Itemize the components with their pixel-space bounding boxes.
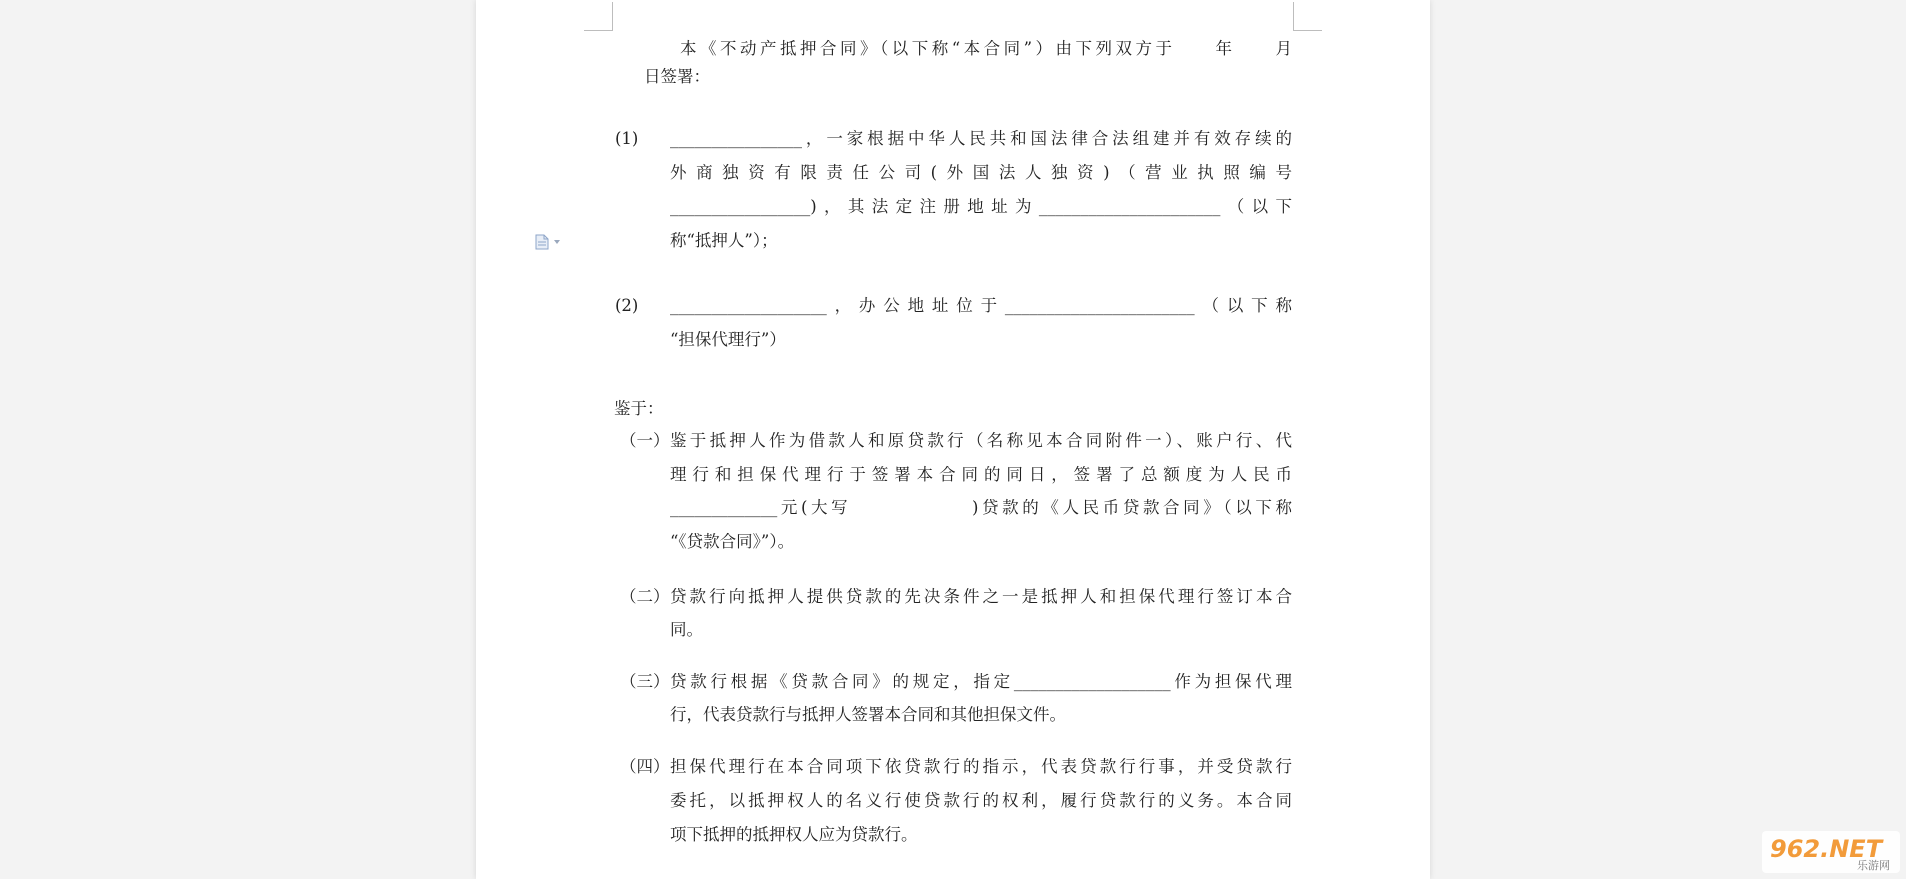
intro-line-2: 日签署： xyxy=(644,67,710,86)
whereas-item-line: _____________元(大写 )贷款的《人民币贷款合同》（以下称 xyxy=(670,498,1292,517)
whereas-item-line: 鉴于抵押人作为借款人和原贷款行（名称见本合同附件一）、账户行、代 xyxy=(670,431,1292,450)
whereas-item-line: 担保代理行在本合同项下依贷款行的指示，代表贷款行行事，并受贷款行 xyxy=(670,757,1292,776)
whereas-item-number: （一） xyxy=(620,431,670,450)
watermark-sub: 乐游网 xyxy=(1857,859,1890,872)
site-watermark-logo xyxy=(1762,831,1900,873)
crop-mark-top-left xyxy=(584,2,613,31)
party-2-line: ___________________，办公地址位于_______________________（以下称 xyxy=(670,296,1292,315)
party-2-line: “担保代理行”） xyxy=(670,330,786,349)
whereas-item-line: 理行和担保代理行于签署本合同的同日，签署了总额度为人民币 xyxy=(670,465,1292,484)
whereas-item-number: （三） xyxy=(620,672,670,691)
party-1-line: ________________，一家根据中华人民共和国法律合法组建并有效存续的 xyxy=(670,129,1292,148)
document-comment-icon[interactable] xyxy=(535,234,549,250)
whereas-item-line: 同。 xyxy=(670,620,703,639)
whereas-item-line: 贷款行根据《贷款合同》的规定，指定___________________作为担保代理 xyxy=(670,672,1292,691)
whereas-item-line: 行，代表贷款行与抵押人签署本合同和其他担保文件。 xyxy=(670,705,1066,724)
whereas-item-line: 委托，以抵押权人的名义行使贷款行的权利，履行贷款行的义务。本合同 xyxy=(670,791,1292,810)
whereas-item-line: “《贷款合同》”）。 xyxy=(670,532,795,551)
chevron-down-icon[interactable] xyxy=(554,240,560,244)
party-2-number: (2) xyxy=(615,296,639,315)
whereas-item-number: （二） xyxy=(620,587,670,606)
crop-mark-top-right xyxy=(1293,2,1322,31)
whereas-item-line: 贷款行向抵押人提供贷款的先决条件之一是抵押人和担保代理行签订本合 xyxy=(670,587,1292,606)
whereas-item-line: 项下抵押的抵押权人应为贷款行。 xyxy=(670,825,918,844)
whereas-item-number: （四） xyxy=(620,757,670,776)
party-1-line: _________________)，其法定注册地址为______________________（以下 xyxy=(670,197,1292,216)
whereas-heading: 鉴于： xyxy=(614,399,664,418)
party-1-number: (1) xyxy=(615,129,639,148)
party-1-line: 外商独资有限责任公司(外国法人独资)（营业执照编号 xyxy=(670,163,1292,182)
watermark-brand: 962.NET xyxy=(1770,835,1883,863)
party-1-line: 称“抵押人”）； xyxy=(670,231,778,250)
intro-line-1: 本《不动产抵押合同》（以下称“本合同”）由下列双方于 年 月 xyxy=(680,39,1292,58)
